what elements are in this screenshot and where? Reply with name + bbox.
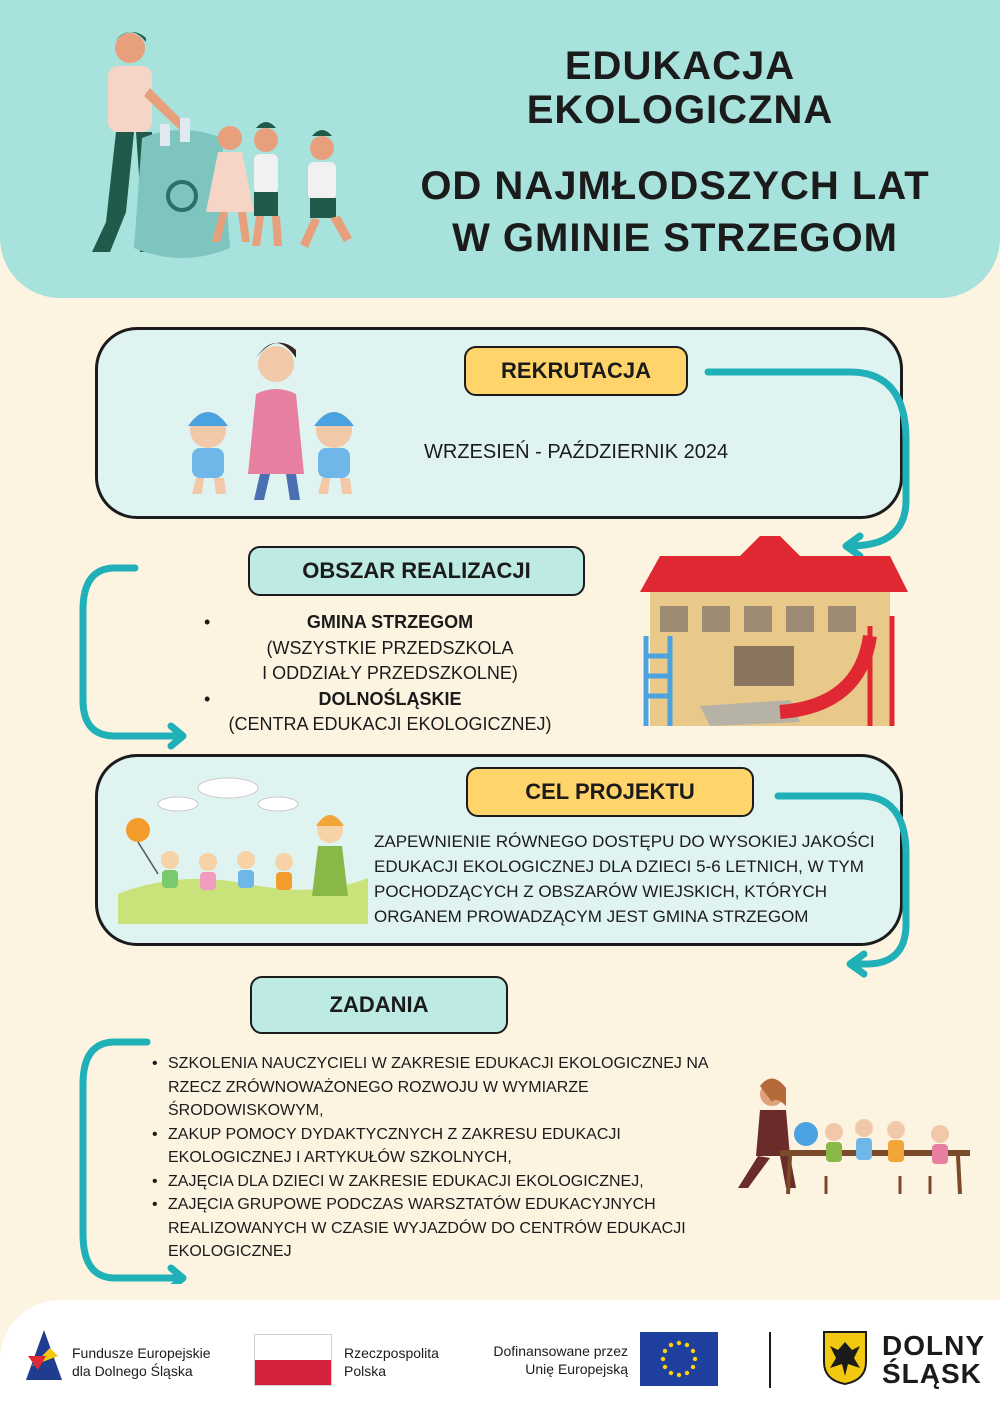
subtitle-line-1: OD NAJMŁODSZYCH LAT bbox=[420, 164, 930, 208]
zadania-item1-line1: SZKOLENIA NAUCZYCIELI W ZAKRESIE EDUKACJI EKOLOGICZNEJ NA bbox=[168, 1055, 709, 1072]
obszar-label bbox=[248, 546, 585, 596]
poland-line1: Rzeczpospolita bbox=[344, 1345, 439, 1361]
page-subtitle bbox=[350, 166, 1000, 258]
zadania-label bbox=[250, 976, 508, 1034]
cel-label-text: CEL PROJEKTU bbox=[525, 779, 695, 804]
zadania-item2-line2: EKOLOGICZNEJ I ARTYKUŁÓW SZKOLNYCH, bbox=[168, 1149, 512, 1166]
eu-funds-label bbox=[72, 1344, 211, 1380]
bullet: • bbox=[152, 1196, 158, 1213]
eu-cofinanced-line2: Unię Europejską bbox=[525, 1361, 628, 1377]
obszar-item1-title: GMINA STRZEGOM bbox=[306, 612, 474, 632]
zadania-item2-line1: ZAKUP POMOCY DYDAKTYCZNYCH Z ZAKRESU EDUKACJI bbox=[168, 1125, 621, 1143]
list-item bbox=[200, 610, 580, 687]
rekrutacja-date: WRZESIEŃ - PAŹDZIERNIK 2024 bbox=[424, 441, 729, 463]
obszar-item2-line1: (CENTRA EDUKACJI EKOLOGICZNEJ) bbox=[228, 714, 552, 734]
dolny-slask-wordmark bbox=[882, 1332, 985, 1388]
obszar-list bbox=[200, 610, 580, 738]
flow-arrow-right-1 bbox=[700, 360, 920, 560]
dolny-slask-line2: ŚLĄSK bbox=[882, 1358, 982, 1389]
obszar-item1-line1: (WSZYSTKIE PRZEDSZKOLA bbox=[266, 637, 514, 658]
poland-label bbox=[344, 1344, 439, 1380]
list-item bbox=[150, 1170, 750, 1194]
list-item bbox=[200, 687, 580, 738]
flow-arrow-right-2 bbox=[770, 784, 920, 984]
recycling-family-illustration bbox=[50, 28, 370, 268]
obszar-item2-title: DOLNOŚLĄSKIE bbox=[318, 688, 462, 709]
eu-funds-logo-icon bbox=[24, 1326, 64, 1382]
poland-flag-icon bbox=[254, 1334, 332, 1386]
eu-cofinanced-line1: Dofinansowane przez bbox=[493, 1343, 628, 1359]
zadania-item3-line1: ZAJĘCIA DLA DZIECI W ZAKRESIE EDUKACJI EKOLOGICZNEJ, bbox=[168, 1172, 644, 1190]
cel-line-1: ZAPEWNIENIE RÓWNEGO DOSTĘPU DO WYSOKIEJ JAKOŚCI bbox=[374, 832, 875, 851]
footer-logos bbox=[0, 1300, 1000, 1414]
teacher-children-illustration bbox=[178, 334, 368, 504]
zadania-item4-line2: REALIZOWANYCH W CZASIE WYJAZDÓW DO CENTRÓW EDUKACJI bbox=[168, 1219, 686, 1237]
children-playing-illustration bbox=[118, 774, 368, 924]
page-title bbox=[330, 44, 1000, 132]
zadania-item1-line2: RZECZ ZRÓWNOWAŻONEGO ROZWOJU W WYMIARZE bbox=[168, 1078, 589, 1096]
bullet: • bbox=[152, 1055, 158, 1072]
bullet: • bbox=[204, 688, 211, 709]
flow-arrow-left-1 bbox=[75, 560, 195, 750]
list-item bbox=[150, 1052, 750, 1123]
cel-line-4: ORGANEM PROWADZĄCYM JEST GMINA STRZEGOM bbox=[374, 907, 809, 926]
zadania-label-text: ZADANIA bbox=[329, 992, 429, 1017]
dolny-slask-coat-of-arms-icon bbox=[822, 1330, 868, 1386]
list-item bbox=[150, 1123, 750, 1170]
cel-line-3: POCHODZĄCYCH Z OBSZARÓW WIEJSKICH, KTÓRYCH bbox=[374, 882, 828, 901]
title-line-2: EKOLOGICZNA bbox=[526, 88, 834, 132]
cel-line-2: EDUKACJI EKOLOGICZNEJ DLA DZIECI 5-6 LETNICH, W TYM bbox=[374, 857, 864, 876]
kindergarten-building-illustration bbox=[640, 536, 910, 730]
zadania-item4-line3: EKOLOGICZNEJ bbox=[168, 1243, 292, 1260]
eu-cofinanced-label bbox=[482, 1342, 628, 1378]
zadania-item4-line1: ZAJĘCIA GRUPOWE PODCZAS WARSZTATÓW EDUKACYJNYCH bbox=[168, 1196, 656, 1213]
obszar-item1-line2: I ODDZIAŁY PRZEDSZKOLNE) bbox=[262, 663, 518, 683]
bullet: • bbox=[152, 1125, 158, 1143]
rekrutacja-label-text: REKRUTACJA bbox=[501, 358, 651, 383]
bullet: • bbox=[204, 612, 211, 632]
poland-line2: Polska bbox=[344, 1363, 387, 1379]
cel-label bbox=[466, 767, 754, 817]
list-item bbox=[150, 1193, 750, 1264]
subtitle-line-2: W GMINIE STRZEGOM bbox=[452, 216, 898, 260]
zadania-list bbox=[150, 1052, 750, 1264]
eu-funds-line2: dla Dolnego Śląska bbox=[72, 1363, 193, 1379]
zadania-item1-line3: ŚRODOWISKOWYM, bbox=[168, 1102, 324, 1119]
eu-flag-icon bbox=[640, 1332, 718, 1386]
eu-funds-line1: Fundusze Europejskie bbox=[72, 1345, 211, 1361]
obszar-label-text: OBSZAR REALIZACJI bbox=[302, 558, 531, 583]
rekrutacja-label bbox=[464, 346, 688, 396]
title-line-1: EDUKACJA bbox=[564, 44, 796, 88]
dolny-slask-line1: DOLNY bbox=[882, 1330, 985, 1361]
header-banner bbox=[0, 0, 1000, 298]
classroom-illustration bbox=[730, 1076, 970, 1206]
bullet: • bbox=[152, 1172, 158, 1190]
footer-divider bbox=[769, 1332, 771, 1388]
